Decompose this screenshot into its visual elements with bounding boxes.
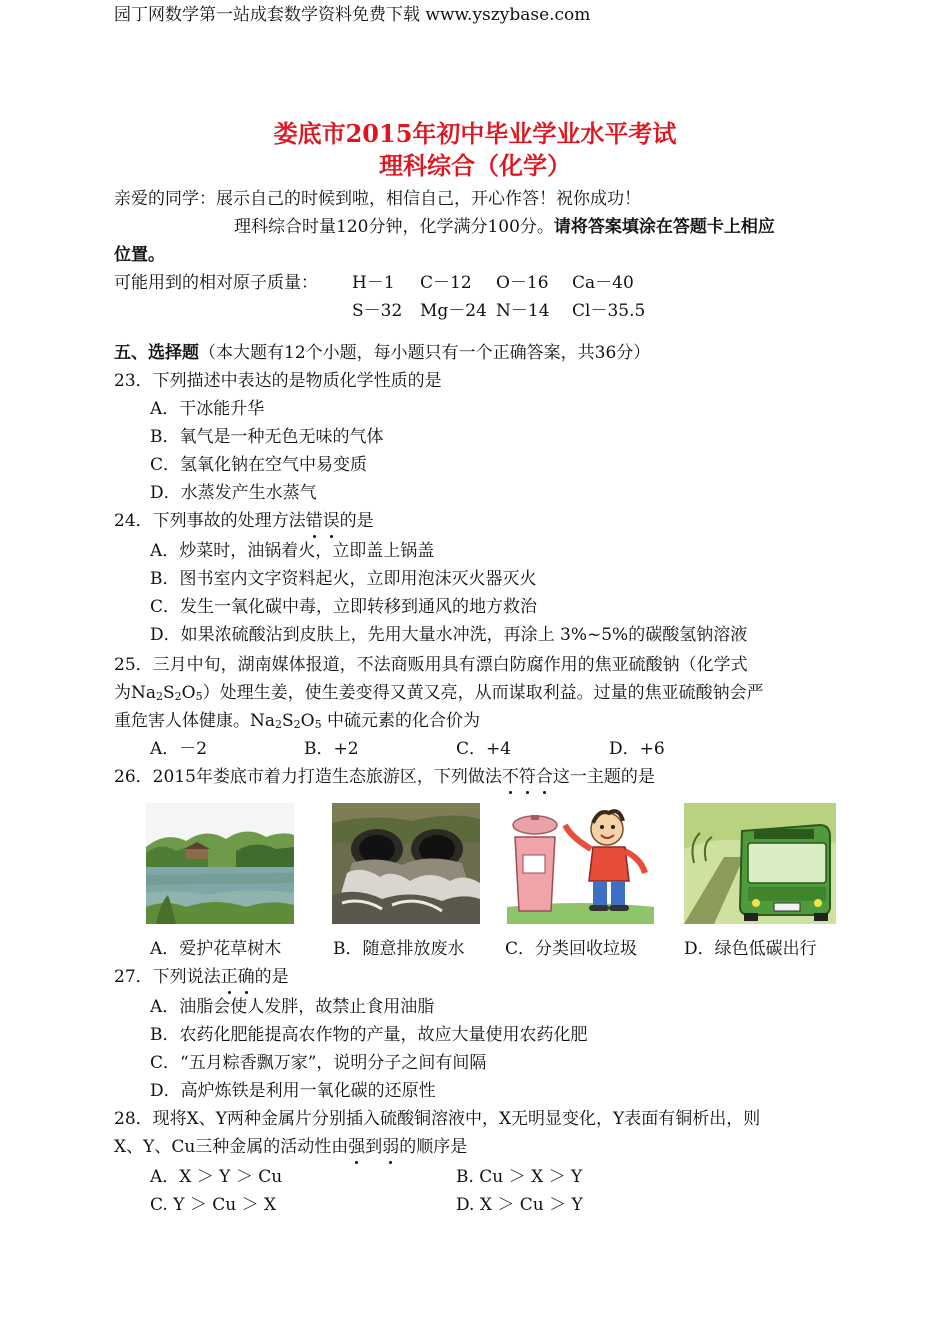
instruction-text: 请将答案填涂在答题卡上相应 xyxy=(553,217,775,237)
q25-line-2 xyxy=(114,681,764,709)
q24-emphasis-1: 错 xyxy=(305,511,323,531)
q25-option-d: D．+6 xyxy=(609,739,665,759)
q23-option-d: D．水蒸发产生水蒸气 xyxy=(150,483,317,503)
q23-option-b: B．氧气是一种无色无味的气体 xyxy=(150,427,384,447)
q28-option-b: B. Cu ＞ X ＞ Y xyxy=(456,1167,583,1187)
subscript: 2 xyxy=(275,718,283,731)
q26-option-b: B．随意排放废水 xyxy=(333,939,465,959)
subscript: 5 xyxy=(195,690,203,703)
q28-emphasis-2: 弱 xyxy=(382,1137,400,1157)
q26-emphasis-3: 合 xyxy=(535,767,553,787)
q25-option-b: B．+2 xyxy=(304,739,359,759)
mass-n: N－14 xyxy=(496,301,550,321)
section-note: （本大题有12个小题，每小题只有一个正确答案，共36分） xyxy=(199,343,651,363)
q24-option-d: D．如果浓硫酸沾到皮肤上，先用大量水冲洗，再涂上 3%~5%的碳酸氢钠溶液 xyxy=(150,625,748,645)
q26-option-a: A．爱护花草树木 xyxy=(150,939,282,959)
q26-emphasis-1: 不 xyxy=(501,767,519,787)
q28-text: 到 xyxy=(365,1137,383,1157)
green-bus-image xyxy=(684,803,836,924)
exam-subtitle: 理科综合（化学） xyxy=(379,151,571,180)
q25-text: 为Na xyxy=(114,683,157,703)
park-lake-image xyxy=(146,803,294,924)
q25-text: O xyxy=(300,711,315,731)
q24-stem-end: 的是 xyxy=(339,511,374,531)
subscript: 5 xyxy=(314,718,322,731)
section-title: 五、选择题 xyxy=(114,343,199,363)
q24-option-a: A．炒菜时，油锅着火，立即盖上锅盖 xyxy=(150,541,435,561)
mass-s: S－32 xyxy=(352,301,403,321)
q26-emphasis-2: 符 xyxy=(518,767,536,787)
q26-stem xyxy=(114,765,655,789)
q26-stem-text: 26．2015年娄底市着力打造生态旅游区，下列做法 xyxy=(114,767,502,787)
greeting: 亲爱的同学：展示自己的时候到啦，相信自己，开心作答！祝你成功！ xyxy=(114,189,641,209)
q24-emphasis-2: 误 xyxy=(322,511,340,531)
q24-stem xyxy=(114,509,374,533)
mass-mg: Mg－24 xyxy=(420,301,487,321)
q28-emphasis-1: 强 xyxy=(348,1137,366,1157)
section-heading xyxy=(114,341,650,365)
subscript: 2 xyxy=(293,718,301,731)
q28-text: 的顺序是 xyxy=(399,1137,468,1157)
q25-option-a: A．－2 xyxy=(150,739,208,759)
q27-option-d: D．高炉炼铁是利用一氧化碳的还原性 xyxy=(150,1081,436,1101)
park-lake-illustration xyxy=(146,803,294,924)
q27-stem xyxy=(114,965,289,989)
q28-option-d: D. X ＞ Cu ＞ Y xyxy=(456,1195,583,1215)
q27-stem-end: 的是 xyxy=(254,967,289,987)
q24-option-b: B．图书室内文字资料起火，立即用泡沫灭火器灭火 xyxy=(150,569,537,589)
q24-stem-text: 24．下列事故的处理方法 xyxy=(114,511,306,531)
q24-option-c: C．发生一氧化碳中毒，立即转移到通风的地方救治 xyxy=(150,597,538,617)
q27-option-b: B．农药化肥能提高农作物的产量，故应大量使用农药化肥 xyxy=(150,1025,588,1045)
q27-emphasis-1: 正 xyxy=(220,967,238,987)
mass-ca: Ca－40 xyxy=(572,273,634,293)
q25-option-c: C．+4 xyxy=(456,739,512,759)
recycling-bin-image xyxy=(507,803,654,924)
q26-option-c: C．分类回收垃圾 xyxy=(505,939,638,959)
q28-option-c: C. Y ＞ Cu ＞ X xyxy=(150,1195,277,1215)
q25-text: S xyxy=(282,711,294,731)
q26-stem-end: 这一主题的是 xyxy=(552,767,655,787)
green-bus-illustration xyxy=(684,803,836,924)
subscript: 2 xyxy=(174,690,182,703)
q25-text: S xyxy=(163,683,175,703)
instruction-continued: 位置。 xyxy=(114,245,165,265)
q25-line-3 xyxy=(114,709,480,737)
site-header: 园丁网数学第一站成套数学资料免费下载 www.yszybase.com xyxy=(114,5,591,25)
waste-water-illustration xyxy=(332,803,480,924)
q28-text: X、Y、Cu三种金属的活动性由 xyxy=(114,1137,349,1157)
q23-option-a: A．干冰能升华 xyxy=(150,399,265,419)
q25-line-1: 25．三月中旬，湖南媒体报道，不法商贩用具有漂白防腐作用的焦亚硫酸钠（化学式 xyxy=(114,655,748,675)
mass-o: O－16 xyxy=(496,273,549,293)
q25-text: ）处理生姜，使生姜变得又黄又亮，从而谋取利益。过量的焦亚硫酸钠会严 xyxy=(202,683,764,703)
recycling-cartoon-illustration xyxy=(507,803,654,924)
subscript: 2 xyxy=(156,690,164,703)
q28-option-a: A．X ＞ Y ＞ Cu xyxy=(150,1167,283,1187)
q27-option-a: A．油脂会使人发胖，故禁止食用油脂 xyxy=(150,997,435,1017)
q23-option-c: C．氢氧化钠在空气中易变质 xyxy=(150,455,368,475)
q27-option-c: C．“五月粽香飘万家”，说明分子之间有间隔 xyxy=(150,1053,487,1073)
q26-option-d: D．绿色低碳出行 xyxy=(684,939,817,959)
q25-text: 中硫元素的化合价为 xyxy=(321,711,481,731)
q28-line-1: 28．现将X、Y两种金属片分别插入硫酸铜溶液中，X无明显变化，Y表面有铜析出，则 xyxy=(114,1109,761,1129)
exam-title: 娄底市2015年初中毕业学业水平考试 xyxy=(273,119,677,148)
q23-stem: 23．下列描述中表达的是物质化学性质的是 xyxy=(114,371,442,391)
q28-line-2 xyxy=(114,1135,467,1159)
q25-text: O xyxy=(181,683,196,703)
q25-text: 重危害人体健康。Na xyxy=(114,711,276,731)
mass-c: C－12 xyxy=(420,273,472,293)
waste-water-image xyxy=(332,803,480,924)
q27-stem-text: 27．下列说法 xyxy=(114,967,221,987)
mass-cl: Cl－35.5 xyxy=(572,301,646,321)
q27-emphasis-2: 确 xyxy=(237,967,255,987)
time-note xyxy=(234,215,775,239)
mass-h: H－1 xyxy=(352,273,395,293)
time-note-text: 理科综合时量120分钟，化学满分100分。 xyxy=(234,217,554,237)
atomic-mass-label: 可能用到的相对原子质量： xyxy=(114,273,318,293)
